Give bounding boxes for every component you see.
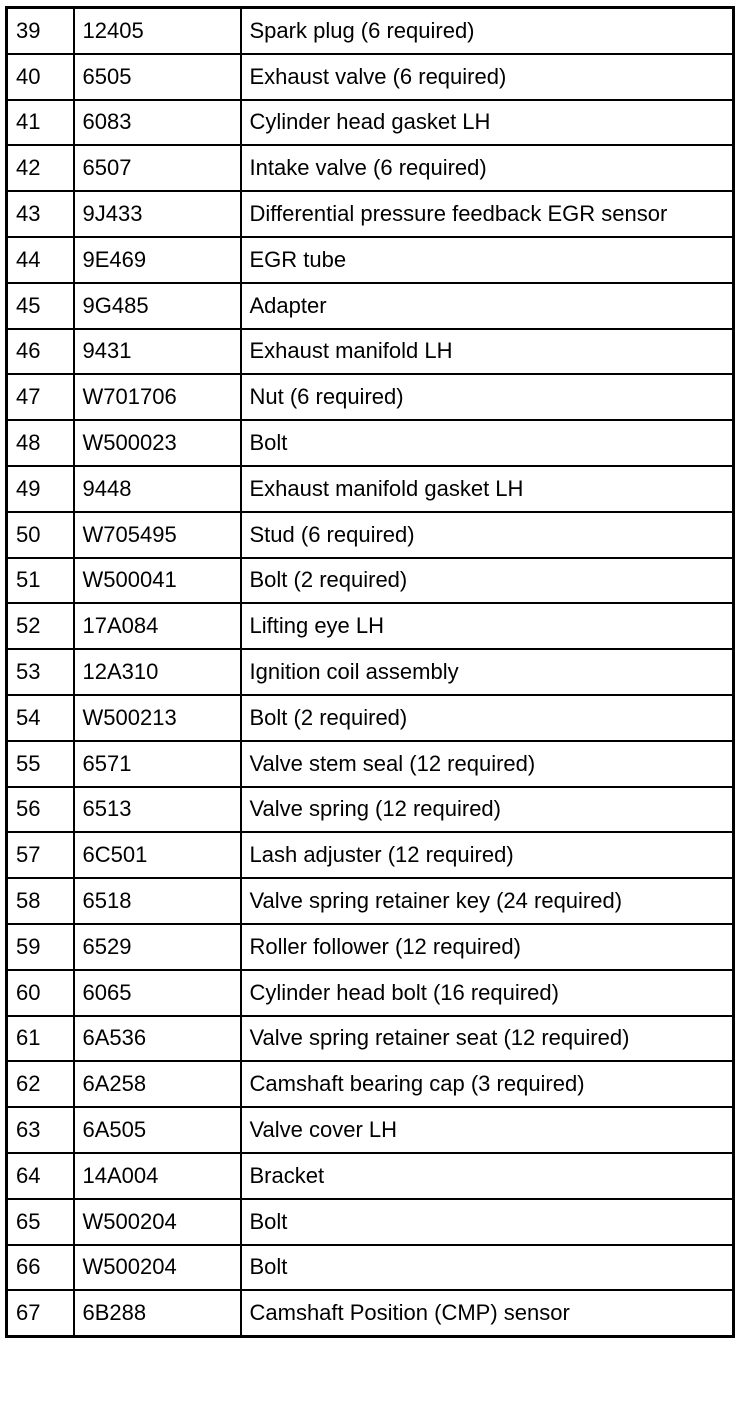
description-cell: Bolt [241, 1245, 734, 1291]
description-cell: Valve spring retainer seat (12 required) [241, 1016, 734, 1062]
description-cell: Roller follower (12 required) [241, 924, 734, 970]
item-number-cell: 48 [7, 420, 74, 466]
table-row [7, 1061, 734, 1107]
description-cell: EGR tube [241, 237, 734, 283]
part-number-cell: 12405 [74, 8, 241, 54]
description-cell: Camshaft bearing cap (3 required) [241, 1061, 734, 1107]
table-row [7, 100, 734, 146]
table-row [7, 970, 734, 1016]
part-number-cell: 12A310 [74, 649, 241, 695]
table-row [7, 1153, 734, 1199]
item-number-cell: 53 [7, 649, 74, 695]
description-cell: Lifting eye LH [241, 603, 734, 649]
table-row [7, 741, 734, 787]
table-row [7, 695, 734, 741]
item-number-cell: 51 [7, 558, 74, 604]
description-cell: Ignition coil assembly [241, 649, 734, 695]
description-cell: Valve spring (12 required) [241, 787, 734, 833]
part-number-cell: 6083 [74, 100, 241, 146]
part-number-cell: 6513 [74, 787, 241, 833]
description-cell: Exhaust manifold gasket LH [241, 466, 734, 512]
item-number-cell: 52 [7, 603, 74, 649]
part-number-cell: W701706 [74, 374, 241, 420]
item-number-cell: 46 [7, 329, 74, 375]
part-number-cell: 6A505 [74, 1107, 241, 1153]
part-number-cell: 6507 [74, 145, 241, 191]
table-row [7, 1245, 734, 1291]
table-row [7, 420, 734, 466]
item-number-cell: 40 [7, 54, 74, 100]
description-cell: Exhaust valve (6 required) [241, 54, 734, 100]
description-cell: Adapter [241, 283, 734, 329]
part-number-cell: W500204 [74, 1245, 241, 1291]
part-number-cell: 6A258 [74, 1061, 241, 1107]
table-row [7, 1290, 734, 1336]
item-number-cell: 61 [7, 1016, 74, 1062]
item-number-cell: 43 [7, 191, 74, 237]
description-cell: Exhaust manifold LH [241, 329, 734, 375]
item-number-cell: 44 [7, 237, 74, 283]
part-number-cell: 6B288 [74, 1290, 241, 1336]
table-row [7, 924, 734, 970]
part-number-cell: 9E469 [74, 237, 241, 283]
description-cell: Valve spring retainer key (24 required) [241, 878, 734, 924]
description-cell: Intake valve (6 required) [241, 145, 734, 191]
part-number-cell: 9G485 [74, 283, 241, 329]
part-number-cell: W500023 [74, 420, 241, 466]
item-number-cell: 64 [7, 1153, 74, 1199]
table-row [7, 237, 734, 283]
table-row [7, 603, 734, 649]
description-cell: Valve stem seal (12 required) [241, 741, 734, 787]
description-cell: Bolt [241, 1199, 734, 1245]
table-row [7, 832, 734, 878]
table-row [7, 787, 734, 833]
part-number-cell: 6529 [74, 924, 241, 970]
part-number-cell: 6518 [74, 878, 241, 924]
item-number-cell: 42 [7, 145, 74, 191]
part-number-cell: 6505 [74, 54, 241, 100]
table-row [7, 374, 734, 420]
description-cell: Camshaft Position (CMP) sensor [241, 1290, 734, 1336]
description-cell: Cylinder head bolt (16 required) [241, 970, 734, 1016]
table-row [7, 1199, 734, 1245]
part-number-cell: 9431 [74, 329, 241, 375]
part-number-cell: W500204 [74, 1199, 241, 1245]
description-cell: Differential pressure feedback EGR sensor [241, 191, 734, 237]
table-row [7, 1016, 734, 1062]
item-number-cell: 45 [7, 283, 74, 329]
description-cell: Lash adjuster (12 required) [241, 832, 734, 878]
item-number-cell: 55 [7, 741, 74, 787]
description-cell: Bolt [241, 420, 734, 466]
item-number-cell: 54 [7, 695, 74, 741]
part-number-cell: 17A084 [74, 603, 241, 649]
item-number-cell: 66 [7, 1245, 74, 1291]
item-number-cell: 56 [7, 787, 74, 833]
part-number-cell: W705495 [74, 512, 241, 558]
part-number-cell: 14A004 [74, 1153, 241, 1199]
item-number-cell: 39 [7, 8, 74, 54]
table-row [7, 512, 734, 558]
table-row [7, 329, 734, 375]
description-cell: Bolt (2 required) [241, 558, 734, 604]
part-number-cell: W500041 [74, 558, 241, 604]
item-number-cell: 63 [7, 1107, 74, 1153]
item-number-cell: 41 [7, 100, 74, 146]
description-cell: Spark plug (6 required) [241, 8, 734, 54]
description-cell: Bracket [241, 1153, 734, 1199]
item-number-cell: 58 [7, 878, 74, 924]
item-number-cell: 67 [7, 1290, 74, 1336]
item-number-cell: 47 [7, 374, 74, 420]
item-number-cell: 50 [7, 512, 74, 558]
description-cell: Valve cover LH [241, 1107, 734, 1153]
item-number-cell: 62 [7, 1061, 74, 1107]
part-number-cell: 6571 [74, 741, 241, 787]
item-number-cell: 59 [7, 924, 74, 970]
table-row [7, 558, 734, 604]
table-row [7, 191, 734, 237]
item-number-cell: 60 [7, 970, 74, 1016]
item-number-cell: 57 [7, 832, 74, 878]
part-number-cell: 6C501 [74, 832, 241, 878]
part-number-cell: 6065 [74, 970, 241, 1016]
table-row [7, 1107, 734, 1153]
table-row [7, 8, 734, 54]
table-row [7, 145, 734, 191]
item-number-cell: 49 [7, 466, 74, 512]
description-cell: Bolt (2 required) [241, 695, 734, 741]
item-number-cell: 65 [7, 1199, 74, 1245]
parts-table-body [7, 8, 734, 1337]
description-cell: Stud (6 required) [241, 512, 734, 558]
part-number-cell: W500213 [74, 695, 241, 741]
parts-table [5, 6, 735, 1338]
description-cell: Cylinder head gasket LH [241, 100, 734, 146]
table-row [7, 466, 734, 512]
table-row [7, 54, 734, 100]
table-row [7, 283, 734, 329]
part-number-cell: 6A536 [74, 1016, 241, 1062]
description-cell: Nut (6 required) [241, 374, 734, 420]
part-number-cell: 9448 [74, 466, 241, 512]
table-row [7, 649, 734, 695]
table-row [7, 878, 734, 924]
part-number-cell: 9J433 [74, 191, 241, 237]
